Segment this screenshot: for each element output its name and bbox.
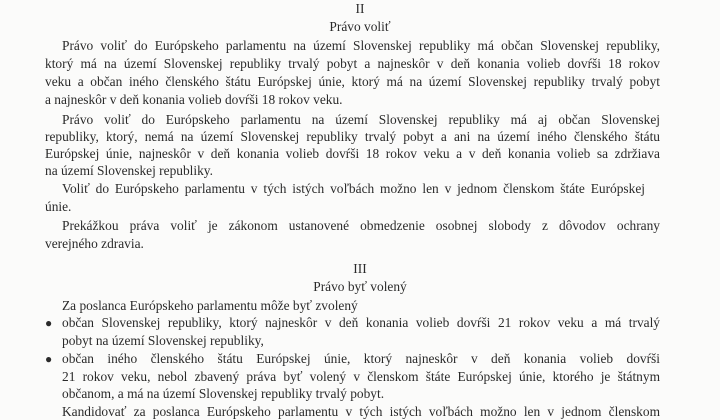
section-3-intro: Za poslanca Európskeho parlamentu môže byť zvolený <box>62 298 358 313</box>
para-3-line-2: únie. <box>45 199 72 214</box>
section-title-3: Právo byť volený <box>313 279 407 294</box>
para-1-line-1: Právo voliť do Európskeho parlamentu na území Slovenskej republiky má občan Slovenskej republiky, <box>62 38 660 53</box>
bullet-1-line-2: pobyt na území Slovenskej republiky, <box>62 333 264 348</box>
para-2-line-3: Európskej únie, najneskôr v deň konania volieb dovŕši 18 rokov veku a v deň konania volieb sa zdržiava <box>45 146 660 161</box>
para-1-line-4: a najneskôr v deň konania volieb dovŕši 18 rokov veku. <box>45 92 343 107</box>
para-4-line-2: verejného zdravia. <box>45 236 144 251</box>
section-3-closing: Kandidovať za poslanca Európskeho parlamentu v tých istých voľbách možno len v jednom členskom <box>62 404 660 419</box>
bullet-2-line-3: občanom, a má na území Slovenskej republiky trvalý pobyt. <box>62 386 385 401</box>
bullet-1-line-1: občan Slovenskej republiky, ktorý najneskôr v deň konania volieb dovŕši 21 rokov veku a má trvalý <box>62 315 660 330</box>
para-3-line-1: Voliť do Európskeho parlamentu v tých istých voľbách možno len v jednom členskom štáte Európskej <box>62 181 645 196</box>
section-number-3: III <box>353 261 367 276</box>
para-4-line-1: Prekážkou práva voliť je zákonom ustanovené obmedzenie osobnej slobody z dôvodov ochrany <box>62 218 660 233</box>
bullet-2-line-2: 21 rokov veku, nebol zbavený práva byť volený v členskom štáte Európskej únie, ktorého je štátnym <box>62 369 660 384</box>
bullet-2-line-1: občan iného členského štátu Európskej únie, ktorý najneskôr v deň konania volieb dovŕši <box>62 351 660 366</box>
bullet-2-marker: ● <box>45 352 53 366</box>
para-2-line-1: Právo voliť do Európskeho parlamentu na území Slovenskej republiky má aj občan Slovenskej <box>62 112 660 127</box>
para-1-line-3: veku a občan iného členského štátu Európskej únie, ktorý má na území Slovenskej republiky trvalý pobyt <box>45 74 660 89</box>
para-2-line-4: na území Slovenskej republiky. <box>45 163 213 178</box>
section-title-2: Právo voliť <box>329 19 391 34</box>
section-number-2: II <box>355 1 365 16</box>
para-1-line-2: ktorý má na území Slovenskej republiky trvalý pobyt a najneskôr v deň konania volieb dovŕši 18 rokov <box>45 56 660 71</box>
bullet-1-marker: ● <box>45 316 53 330</box>
para-2-line-2: republiky, ktorý, nemá na území Slovenskej republiky trvalý pobyt a ani na území iného členského štátu <box>45 129 660 144</box>
